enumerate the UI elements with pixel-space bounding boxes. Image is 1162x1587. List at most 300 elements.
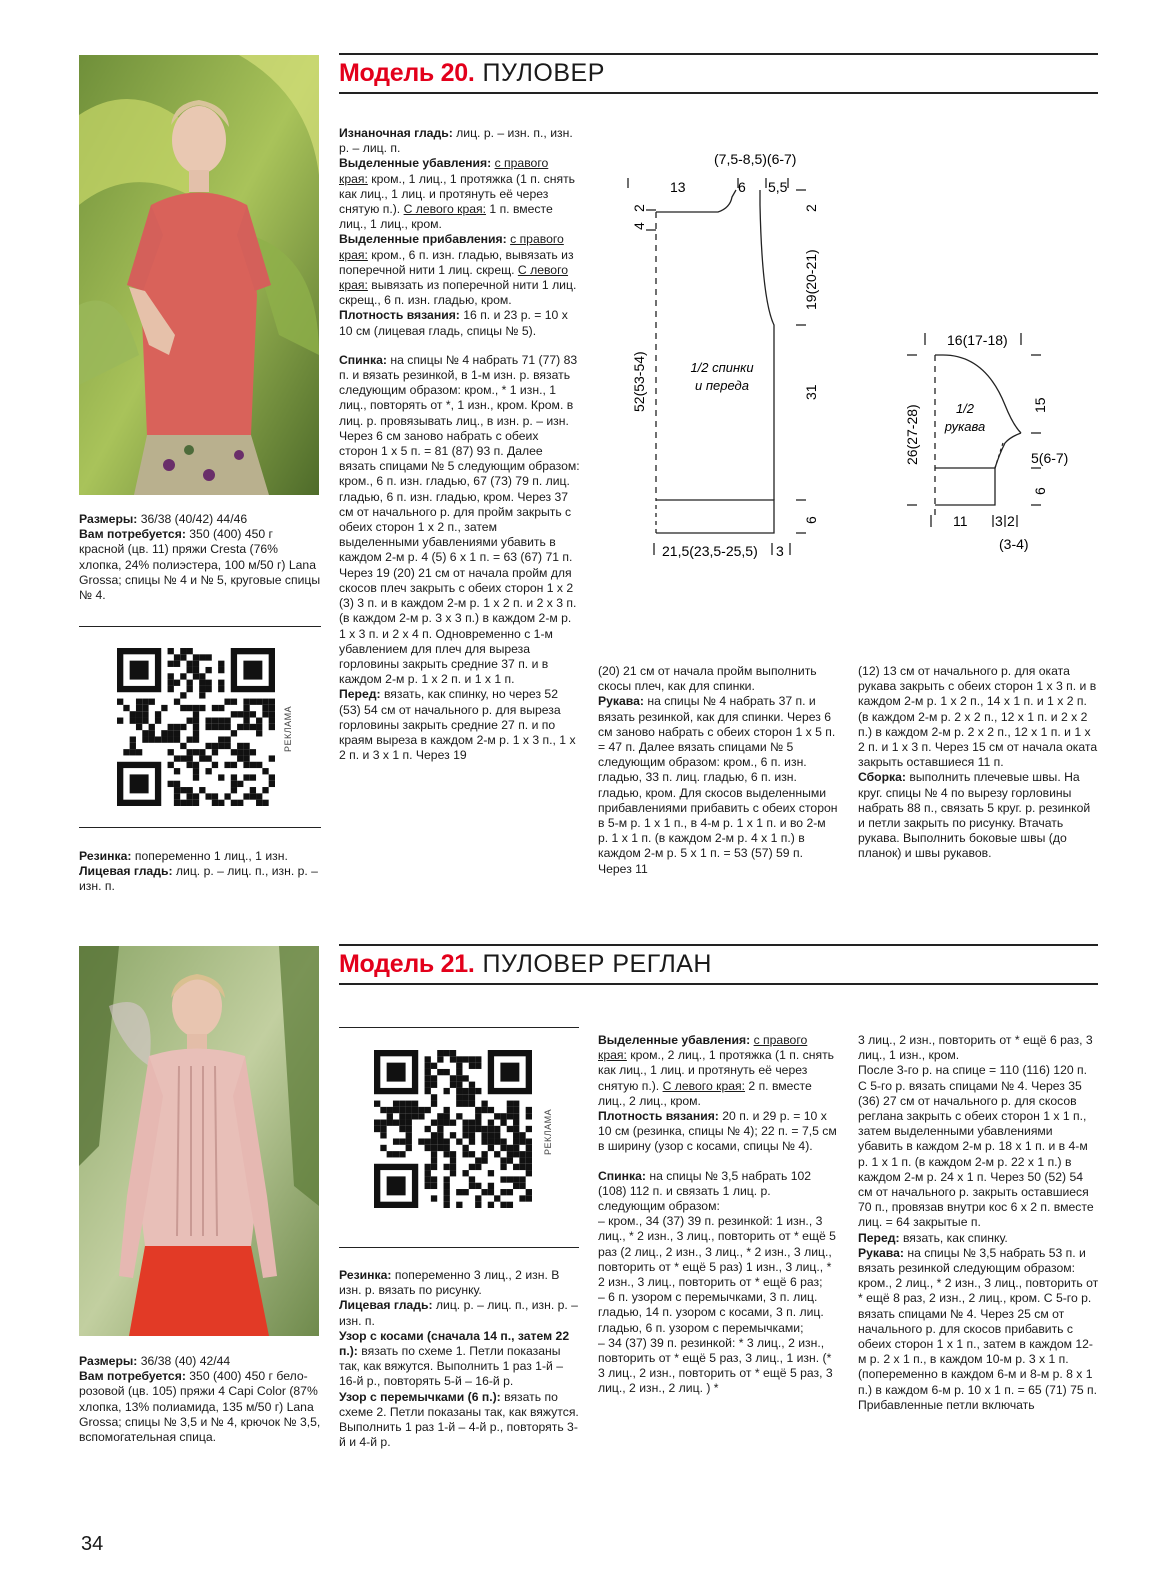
qr-module [187, 661, 193, 667]
bold-label: Перед: [858, 1230, 900, 1245]
qr-module [218, 661, 224, 667]
bold-label: Рукава: [598, 694, 644, 709]
qr-module [494, 1132, 500, 1138]
qr-module [469, 1063, 475, 1069]
qr-module [168, 730, 174, 736]
qr-module [462, 1189, 468, 1195]
schema-body-center-1: 1/2 спинки [690, 360, 754, 375]
qr-module [431, 1195, 437, 1201]
qr-module [488, 1183, 494, 1189]
qr-module [243, 743, 249, 749]
qr-module [456, 1088, 462, 1094]
qr-module [399, 1120, 405, 1126]
qr-module [475, 1063, 481, 1069]
qr-module [462, 1126, 468, 1132]
qr-module [425, 1063, 431, 1069]
qr-module [456, 1189, 462, 1195]
qr-module [431, 1082, 437, 1088]
text-run: кром., 1 лиц., 1 протяжка (1 п. снять как лиц., 1 лиц. и протянуть её через снятую п.). [339, 171, 576, 217]
qr-module [243, 755, 249, 761]
qr-module [269, 781, 275, 787]
qr-module [475, 1126, 481, 1132]
qr-module [469, 1120, 475, 1126]
qr-module [168, 724, 174, 730]
qr-module [205, 724, 211, 730]
qr-module [193, 711, 199, 717]
paragraph [79, 527, 321, 603]
qr-module [513, 1120, 519, 1126]
qr-module [431, 1132, 437, 1138]
qr-module [444, 1107, 450, 1113]
model21-pattern-definitions [339, 1268, 580, 1450]
qr-module [431, 1145, 437, 1151]
qr-module [231, 800, 237, 806]
qr-module [450, 1164, 456, 1170]
qr-module [174, 768, 180, 774]
qr-module [450, 1050, 456, 1056]
qr-module [481, 1126, 487, 1132]
qr-module [243, 699, 249, 705]
paragraph-gap [339, 339, 580, 353]
qr-module [481, 1157, 487, 1163]
qr-module [193, 800, 199, 806]
bold-label: Рукава: [858, 1245, 904, 1260]
qr-module [513, 1183, 519, 1189]
model20-ad-label: РЕКЛАМА [283, 705, 293, 752]
qr-module [425, 1126, 431, 1132]
qr-module [161, 736, 167, 742]
qr-module [218, 686, 224, 692]
qr-module [250, 762, 256, 768]
qr-module [431, 1176, 437, 1182]
text-run: 3 лиц., 2 изн., повторить от * ещё 6 раз, 3 лиц., 1 изн., кром. [858, 1033, 1093, 1063]
qr-module [513, 1107, 519, 1113]
qr-module [393, 1138, 399, 1144]
qr-module [250, 774, 256, 780]
qr-module [494, 1126, 500, 1132]
schema-body-center-2: и переда [695, 378, 749, 393]
qr-module [425, 1069, 431, 1075]
qr-module [425, 1082, 431, 1088]
bold-label: Узор с перемычками (6 п.): [339, 1389, 501, 1404]
qr-module [256, 793, 262, 799]
model21-title-rule-top [339, 944, 1098, 946]
qr-module [130, 718, 136, 724]
qr-module [500, 1176, 506, 1182]
qr-module [218, 667, 224, 673]
qr-module [218, 718, 224, 724]
text-run: – кром., 34 (37) 39 п. резинкой: 1 изн., 3 лиц., * 2 изн., 3 лиц., повторить от * ещё 5 раз (2 лиц., 2 изн., 3 лиц., * 2 изн., 3 лиц., повторить от * ещё 5 раз) 1 изн., 3 лиц., * 2 изн., 3 лиц., повторить от * ещё 6 раз; [598, 1214, 836, 1290]
text-run: попеременно 1 лиц., 1 изн. [131, 849, 288, 863]
text-run: лиц. р. – изн. п., изн. р. – лиц. п. [339, 126, 573, 156]
qr-module [117, 718, 123, 724]
qr-module [174, 787, 180, 793]
qr-module [374, 1120, 380, 1126]
model20-body-schema [610, 150, 840, 570]
qr-module [513, 1101, 519, 1107]
qr-module [444, 1120, 450, 1126]
qr-module [425, 1164, 431, 1170]
qr-module [406, 1107, 412, 1113]
qr-module [250, 793, 256, 799]
schema-body-top-6: 6 [738, 179, 746, 195]
paragraph [339, 232, 580, 308]
text-run: 36/38 (40/42) 44/46 [137, 512, 248, 526]
schema-body-top-13: 13 [670, 179, 686, 195]
qr-module [437, 1120, 443, 1126]
qr-module [437, 1145, 443, 1151]
qr-module [136, 705, 142, 711]
qr-module [218, 736, 224, 742]
qr-module [462, 1145, 468, 1151]
qr-module [205, 654, 211, 660]
qr-module [136, 711, 142, 717]
qr-module [425, 1170, 431, 1176]
qr-module [444, 1189, 450, 1195]
paragraph [858, 664, 1099, 770]
qr-module [237, 724, 243, 730]
qr-module [193, 661, 199, 667]
qr-module [212, 793, 218, 799]
qr-module [205, 768, 211, 774]
paragraph [858, 1063, 1099, 1230]
qr-module [231, 774, 237, 780]
qr-module [130, 711, 136, 717]
qr-module [437, 1138, 443, 1144]
paragraph [339, 1268, 580, 1298]
qr-module [526, 1157, 532, 1163]
qr-module [180, 743, 186, 749]
qr-module [469, 1101, 475, 1107]
qr-module [456, 1113, 462, 1119]
qr-module [462, 1056, 468, 1062]
qr-module [243, 711, 249, 717]
schema-sleeve-left: 26(27-28) [904, 404, 920, 465]
paragraph [858, 1033, 1099, 1063]
qr-module [526, 1164, 532, 1170]
text-run: 20 п. и 29 р. = 10 х 10 см (резинка, спицы № 4); 22 п. = 7,5 см в ширину (узор с косами, спицы № 4). [598, 1109, 837, 1154]
text-run: на спицы № 3,5 набрать 102 (108) 112 п. и связать 1 лиц. р. следующим образом: [598, 1168, 812, 1214]
qr-module [469, 1164, 475, 1170]
qr-module [205, 686, 211, 692]
paragraph [339, 687, 580, 763]
model21-column-3 [858, 1033, 1099, 1413]
qr-module [250, 724, 256, 730]
qr-module [450, 1120, 456, 1126]
qr-module [180, 648, 186, 654]
qr-module [262, 705, 268, 711]
qr-module [431, 1120, 437, 1126]
qr-module [500, 1145, 506, 1151]
qr-module [475, 1107, 481, 1113]
qr-module [513, 1164, 519, 1170]
qr-module [444, 1195, 450, 1201]
underlined-label: С левого края: [662, 1078, 746, 1093]
qr-module [425, 1176, 431, 1182]
qr-module [174, 654, 180, 660]
qr-module [123, 749, 129, 755]
qr-module [256, 724, 262, 730]
schema-body-right-2: 2 [803, 204, 819, 212]
qr-module [444, 1113, 450, 1119]
schema-body-bottom-width: 21,5(23,5-25,5) [662, 543, 758, 559]
qr-module [231, 781, 237, 787]
qr-module [380, 1107, 386, 1113]
qr-module [399, 1101, 405, 1107]
qr-module [469, 1056, 475, 1062]
qr-module [168, 736, 174, 742]
qr-module [500, 1189, 506, 1195]
qr-module [149, 699, 155, 705]
qr-module [406, 1113, 412, 1119]
qr-module [136, 699, 142, 705]
qr-module [174, 781, 180, 787]
paragraph [339, 353, 580, 687]
schema-body-top-55: 5,5 [768, 179, 788, 195]
qr-module [168, 686, 174, 692]
qr-module [130, 736, 136, 742]
qr-module [488, 1138, 494, 1144]
qr-module [425, 1056, 431, 1062]
qr-module [444, 1202, 450, 1208]
qr-module [243, 793, 249, 799]
qr-module [262, 711, 268, 717]
qr-module [469, 1138, 475, 1144]
qr-module [456, 1202, 462, 1208]
qr-module [187, 787, 193, 793]
qr-module [212, 718, 218, 724]
qr-module [507, 1151, 513, 1157]
qr-module [149, 724, 155, 730]
qr-module [256, 762, 262, 768]
schema-sleeve-bottom-34: (3-4) [999, 536, 1029, 552]
bold-label: Вам потребуется: [79, 527, 186, 542]
qr-module [168, 648, 174, 654]
qr-module [180, 755, 186, 761]
qr-module [231, 749, 237, 755]
qr-module [481, 1132, 487, 1138]
qr-module [507, 1107, 513, 1113]
qr-module [507, 1176, 513, 1182]
qr-module [193, 724, 199, 730]
qr-module [205, 743, 211, 749]
qr-module [136, 749, 142, 755]
underlined-label: С левого края: [339, 262, 569, 293]
paragraph [598, 1169, 839, 1215]
qr-module [513, 1113, 519, 1119]
qr-module [180, 692, 186, 698]
qr-module [488, 1132, 494, 1138]
qr-module [187, 736, 193, 742]
schema-body-top-label: (7,5-8,5)(6-7) [714, 151, 797, 167]
qr-module [174, 730, 180, 736]
qr-module [187, 755, 193, 761]
qr-module [437, 1132, 443, 1138]
qr-module [412, 1101, 418, 1107]
paragraph [79, 1369, 321, 1445]
qr-module [444, 1145, 450, 1151]
bold-label: Спинка: [339, 352, 387, 367]
qr-module [526, 1195, 532, 1201]
qr-module [262, 800, 268, 806]
qr-module [142, 711, 148, 717]
qr-module [380, 1126, 386, 1132]
qr-module [513, 1138, 519, 1144]
qr-module [488, 1202, 494, 1208]
qr-module [269, 711, 275, 717]
qr-module [218, 774, 224, 780]
qr-module [450, 1132, 456, 1138]
model21-title-number: Модель 21. [339, 950, 475, 978]
qr-module [462, 1094, 468, 1100]
paragraph [598, 1033, 839, 1109]
qr-module [437, 1069, 443, 1075]
model21-column-2 [598, 1033, 839, 1397]
model20-column-1 [339, 126, 580, 763]
qr-module [481, 1189, 487, 1195]
qr-module [237, 800, 243, 806]
qr-finder [130, 661, 149, 680]
qr-module [507, 1126, 513, 1132]
text-run: – 34 (37) 39 п. резинкой: * 3 лиц., 2 изн., повторить от * ещё 5 раз, 3 лиц., 1 изн. (* 3 лиц., 2 изн., повторить от * ещё 5 раз, 3 лиц., 2 изн., 2 лиц. ) * [598, 1335, 833, 1396]
qr-module [456, 1101, 462, 1107]
qr-module [212, 749, 218, 755]
qr-module [374, 1126, 380, 1132]
bold-label: Выделенные прибавления: [339, 232, 507, 247]
schema-body-right-19: 19(20-21) [803, 249, 819, 310]
qr-module [444, 1183, 450, 1189]
qr-module [180, 673, 186, 679]
qr-module [431, 1063, 437, 1069]
paragraph [339, 1329, 580, 1390]
schema-body-right-31: 31 [803, 384, 819, 400]
qr-module [218, 800, 224, 806]
qr-module [519, 1151, 525, 1157]
qr-module [500, 1164, 506, 1170]
model20-left-rule-top [79, 626, 321, 627]
qr-module [218, 743, 224, 749]
qr-module [224, 743, 230, 749]
qr-module [205, 793, 211, 799]
qr-module [256, 800, 262, 806]
text-run: выполнить плечевые швы. На круг. спицы № 4 по вырезу горловины набрать 88 п., связать 5 круг. р. резинкой и петли закрыть по рисунку. Втачать рукава. Выполнить боковые швы (до планок) и швы рукавов. [858, 770, 1091, 861]
qr-module [193, 705, 199, 711]
qr-module [412, 1107, 418, 1113]
qr-module [193, 654, 199, 660]
qr-module [456, 1138, 462, 1144]
schema-body-left-2: 2 [631, 204, 647, 212]
qr-module [199, 692, 205, 698]
qr-module [462, 1101, 468, 1107]
model20-photo-image [79, 55, 319, 495]
paragraph [339, 126, 580, 156]
text-run: попеременно 3 лиц., 2 изн. В изн. р. вязать по рисунку. [339, 1268, 560, 1298]
text-run: 1 п. вместе лиц., 1 лиц., кром. [339, 202, 553, 232]
qr-module [262, 699, 268, 705]
paragraph [598, 1214, 839, 1290]
qr-module [450, 1082, 456, 1088]
qr-module [500, 1157, 506, 1163]
model20-photo [79, 55, 319, 495]
qr-module [507, 1145, 513, 1151]
schema-sleeve-top: 16(17-18) [947, 332, 1008, 348]
text-run: вязать, как спинку. [899, 1230, 1008, 1245]
qr-module [193, 718, 199, 724]
qr-module [431, 1138, 437, 1144]
text-run: на спицы № 3,5 набрать 53 п. и вязать резинкой следующим образом: кром., 2 лиц., * 2 изн., 3 лиц., повторить от * ещё 8 раз, 2 изн., 2 лиц., кром. С 5-го р. вязать спицами № 4. Через 25 см от начального р. для скосов прибавить с обеих сторон 1 х 1 п., затем в каждом 12-м р. 2 х 1 п., в каждом 10-м р. 3 х 1 п. (попеременно в каждом 6-м и 8-м р. 8 х 1 п.) в каждом 6-м р. 10 х 1 п. = 65 (71) 75 п. Прибавленные петли включать [858, 1245, 1099, 1412]
qr-module [481, 1107, 487, 1113]
qr-module [262, 787, 268, 793]
model21-photo [79, 946, 319, 1336]
qr-module [507, 1189, 513, 1195]
qr-module [488, 1189, 494, 1195]
qr-module [450, 1170, 456, 1176]
qr-module [494, 1151, 500, 1157]
qr-module [481, 1101, 487, 1107]
qr-module [444, 1164, 450, 1170]
qr-module [462, 1170, 468, 1176]
text-run: 2 п. вместе лиц., 2 лиц., кром. [598, 1078, 812, 1108]
paragraph [858, 770, 1099, 861]
qr-module [180, 724, 186, 730]
qr-module [488, 1126, 494, 1132]
qr-module [475, 1195, 481, 1201]
qr-module [149, 736, 155, 742]
qr-module [513, 1151, 519, 1157]
qr-module [393, 1120, 399, 1126]
qr-module [387, 1107, 393, 1113]
text-run: кром., 6 п. изн. гладью, вывязать из поперечной нити 1 лиц. скрещ. [339, 247, 574, 277]
qr-module [218, 705, 224, 711]
paragraph [339, 308, 580, 338]
underlined-label: с правого края: [339, 232, 564, 262]
qr-module [462, 1151, 468, 1157]
schema-sleeve-center-1: 1/2 [955, 401, 975, 416]
underlined-label: с правого края: [339, 156, 549, 186]
qr-module [193, 768, 199, 774]
bold-label: Вам потребуется: [79, 1369, 186, 1384]
text-run: вывязать из поперечной нити 1 лиц. скрещ., 6 п. изн. гладью, кром. [339, 278, 577, 308]
text-run: (20) 21 см от начала пройм выполнить скосы плеч, как для спинки. [598, 664, 817, 694]
qr-module [193, 730, 199, 736]
paragraph [598, 1336, 839, 1397]
qr-module [168, 749, 174, 755]
qr-module [256, 730, 262, 736]
qr-module [187, 800, 193, 806]
qr-module [519, 1157, 525, 1163]
qr-module [444, 1151, 450, 1157]
qr-module [526, 1107, 532, 1113]
qr-module [161, 705, 167, 711]
schema-body-right-6: 6 [803, 516, 819, 524]
qr-module [243, 718, 249, 724]
qr-module [212, 705, 218, 711]
qr-module [212, 743, 218, 749]
qr-module [187, 667, 193, 673]
model20-column-3 [858, 664, 1099, 862]
qr-module [431, 1164, 437, 1170]
qr-module [444, 1138, 450, 1144]
qr-module [481, 1151, 487, 1157]
qr-module [494, 1138, 500, 1144]
qr-module [380, 1145, 386, 1151]
qr-module [180, 654, 186, 660]
qr-module [425, 1107, 431, 1113]
text-run: – 6 п. узором с перемычками, 3 п. лиц. гладью, 14 п. узором с косами, 3 п. лиц. гладью, 6 п. узором с перемычками; [598, 1290, 824, 1335]
qr-module [393, 1107, 399, 1113]
qr-module [237, 749, 243, 755]
qr-module [155, 711, 161, 717]
